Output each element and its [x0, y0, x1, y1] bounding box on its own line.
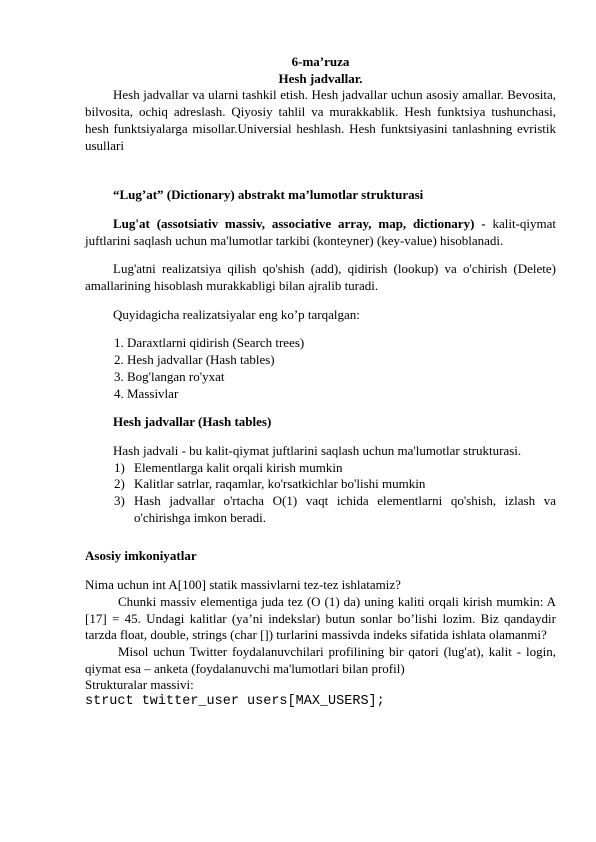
intro-paragraph: Hesh jadvallar va ularni tashkil etish. Hesh jadvallar uchun asosiy amallar. Bevosita, bilvosita, ochiq adreslash. Qiyosiy tahlil va murakkablik. Hesh funktsiya tushunchasi, hesh funktsiyalarga misollar.Universial heshlash. Hesh funktsiyasini tanlashning evristik usullari: [85, 87, 556, 153]
lecture-number: 6-ma’ruza: [291, 54, 350, 69]
list-item: 1. Daraxtlarni qidirish (Search trees): [114, 335, 305, 351]
dictionary-operations: Lug'atni realizatsiya qilish qo'shish (add), qidirish (lookup) va o'chirish (Delete) amallarining hisoblash murakkabligi bilan ajralib turadi.: [85, 261, 556, 294]
list-item: 3. Bog'langan ro'yxat: [114, 368, 225, 384]
page-title: Hesh jadvallar.: [278, 70, 363, 86]
list-item: 1) Elementlarga kalit orqali kirish mumkin: [114, 459, 343, 475]
implementations-intro: Quyidagicha realizatsiyalar eng ko’p tarqalgan:: [113, 306, 360, 322]
dictionary-definition: [85, 216, 556, 249]
struct-array-label: Strukturalar massivi:: [85, 677, 194, 693]
dictionary-definition-text: kalit-qiymat juftlarini saqlash uchun ma'lumotlar tarkibi (konteyner) (key-value) hisoblanadi.: [85, 215, 556, 248]
question-paragraph: Nima uchun int A[100] statik massivlarni tez-tez ishlatamiz?: [85, 577, 401, 593]
answer-paragraph: Chunki massiv elementiga juda tez (O (1) da) uning kaliti orqali kirish mumkin: A [17] = 45. Undagi kalitlar (ya’ni indekslar) butun sonlar bo’lishi lozim. Biz qandaydir tarzda float, double, strings (char []) turlarini massivda indeks sifatida ishlata olamanmi?: [85, 593, 556, 643]
hash-tables-heading: Hesh jadvallar (Hash tables): [113, 414, 272, 430]
list-item: 4. Massivlar: [114, 385, 179, 401]
dictionary-heading: “Lug’at” (Dictionary) abstrakt ma’lumotlar strukturasi: [113, 187, 424, 203]
document-page: [85, 54, 556, 711]
code-line: struct twitter_user users[MAX_USERS];: [85, 694, 385, 710]
hash-table-definition: Hash jadvali - bu kalit-qiymat juftlarini saqlash uchun ma'lumotlar strukturasi.: [113, 442, 522, 458]
list-item: 2) Kalitlar satrlar, raqamlar, ko'rsatkichlar bo'lishi mumkin: [114, 476, 426, 492]
dictionary-term: Lug'at (assotsiativ massiv, associative array, map, dictionary) -: [113, 215, 486, 231]
list-item: 2. Hesh jadvallar (Hash tables): [114, 352, 275, 368]
twitter-example-paragraph: Misol uchun Twitter foydalanuvchilari profilining bir qatori (lug'at), kalit - login, qiymat esa – anketa (foydalanuvchi ma'lumotlari bilan profil): [85, 643, 556, 676]
implementations-list: [85, 335, 556, 402]
hash-properties-list: [85, 460, 556, 527]
features-heading: Asosiy imkoniyatlar: [85, 548, 197, 564]
list-item: 3) Hash jadvallar o'rtacha O(1) vaqt ichida elementlarni qo'shish, izlash va o'chirishga imkon beradi.: [114, 493, 556, 525]
